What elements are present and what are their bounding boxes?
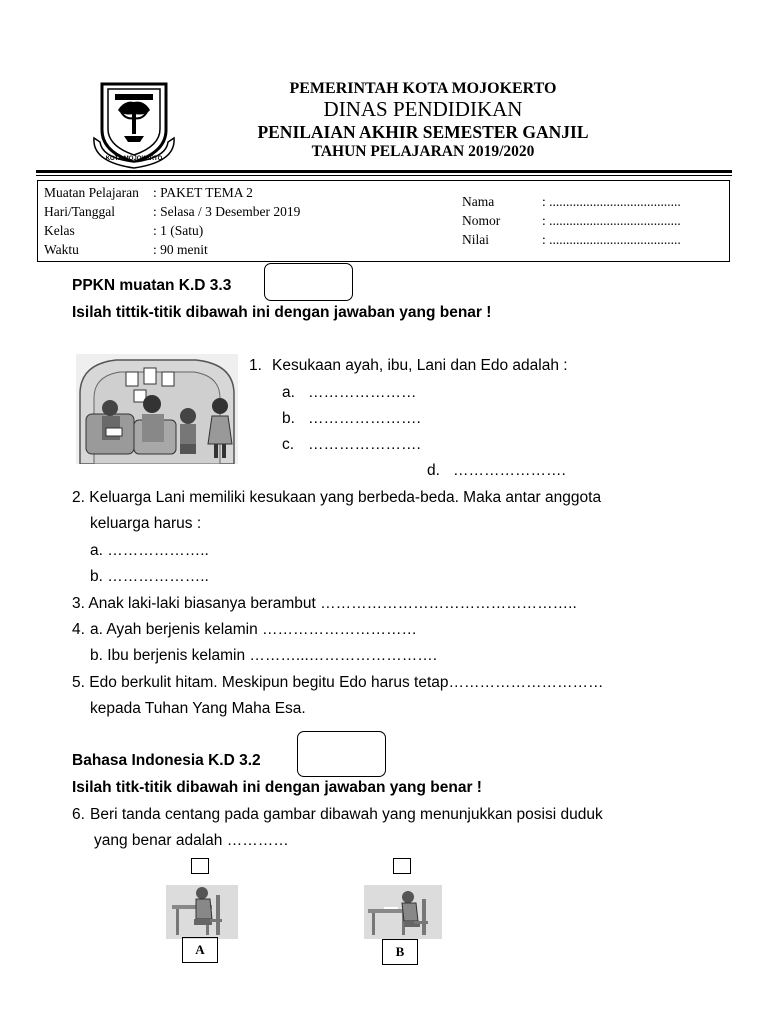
info-number-label: Nomor [462,213,501,228]
info-class-label: Kelas [44,223,75,238]
sitting-posture-b-picture [364,885,442,939]
family-illustration [76,354,238,464]
info-subject-label: Muatan Pelajaran [44,185,139,200]
q5-text-line2: kepada Tuhan Yang Maha Esa. [90,700,306,717]
q6-choice-a-label: A [182,937,218,963]
q1-option-b-blank[interactable]: …………………. [308,410,421,427]
section2-instruction: Isilah titk-titik dibawah ini dengan jawaban yang benar ! [72,779,482,796]
header-government: PEMERINTAH KOTA MOJOKERTO [289,80,557,97]
svg-text:KOTA MOJOKERTO: KOTA MOJOKERTO [105,156,163,162]
q2-option-b[interactable]: b. ……………….. [90,568,209,585]
q2-text-line1: 2. Keluarga Lani memiliki kesukaan yang berbeda-beda. Maka antar anggota [72,489,602,506]
q6-checkbox-a[interactable] [191,858,209,874]
header-exam-title: PENILAIAN AKHIR SEMESTER GANJIL [257,122,589,142]
section1-instruction: Isilah tittik-titik dibawah ini dengan jawaban yang benar ! [72,304,492,321]
q5-text-line1[interactable]: 5. Edo berkulit hitam. Meskipun begitu Edo harus tetap………………………… [72,674,604,691]
info-score-field[interactable]: : ....................................... [542,232,681,247]
info-class-value: : 1 (Satu) [153,223,204,238]
q3-text[interactable]: 3. Anak laki-laki biasanya berambut ………………………………………….. [72,595,577,612]
info-score-label: Nilai [462,232,489,247]
q1-number: 1. [249,357,262,374]
section1-score-box[interactable] [264,263,353,301]
q6-text-line2: yang benar adalah ………… [94,832,289,849]
q1-option-c-blank[interactable]: …………………. [308,436,421,453]
q1-text: Kesukaan ayah, ibu, Lani dan Edo adalah : [272,357,568,374]
q4-number: 4. [72,621,85,638]
q6-text-line1: Beri tanda centang pada gambar dibawah yang menunjukkan posisi duduk [90,806,603,823]
q1-option-c-letter: c. [282,436,295,453]
info-subject-value: : PAKET TEMA 2 [153,185,253,200]
header-divider [36,170,732,173]
header-department: DINAS PENDIDIKAN [323,97,523,121]
q6-number: 6. [72,806,85,823]
info-number-field[interactable]: : ....................................... [542,213,681,228]
header-divider-thin [36,175,732,176]
info-date-label: Hari/Tanggal [44,204,116,219]
info-name-field[interactable]: : ....................................... [542,194,681,209]
q2-option-a[interactable]: a. ……………….. [90,542,209,559]
info-date-value: : Selasa / 3 Desember 2019 [153,204,301,219]
section1-title: PPKN muatan K.D 3.3 [72,277,232,294]
info-time-label: Waktu [44,242,79,257]
info-time-value: : 90 menit [153,242,208,257]
info-name-label: Nama [462,194,495,209]
q6-checkbox-b[interactable] [393,858,411,874]
q6-choice-b-label: B [382,939,418,965]
q2-text-line2: keluarga harus : [90,515,202,532]
sitting-posture-a-picture [166,885,238,939]
q1-option-d-letter: d. [427,462,440,479]
q1-option-b-letter: b. [282,410,295,427]
section2-title: Bahasa Indonesia K.D 3.2 [72,752,261,769]
q1-option-d-blank[interactable]: …………………. [453,462,566,479]
q1-option-a-letter: a. [282,384,295,401]
header-school-year: TAHUN PELAJARAN 2019/2020 [311,143,535,160]
q1-option-a-blank[interactable]: ………………… [308,384,417,401]
q4-part-a[interactable]: a. Ayah berjenis kelamin ………………………… [90,621,418,638]
section2-score-box[interactable] [297,731,386,777]
q4-part-b[interactable]: b. Ibu berjenis kelamin ………...……………………. [90,647,438,664]
